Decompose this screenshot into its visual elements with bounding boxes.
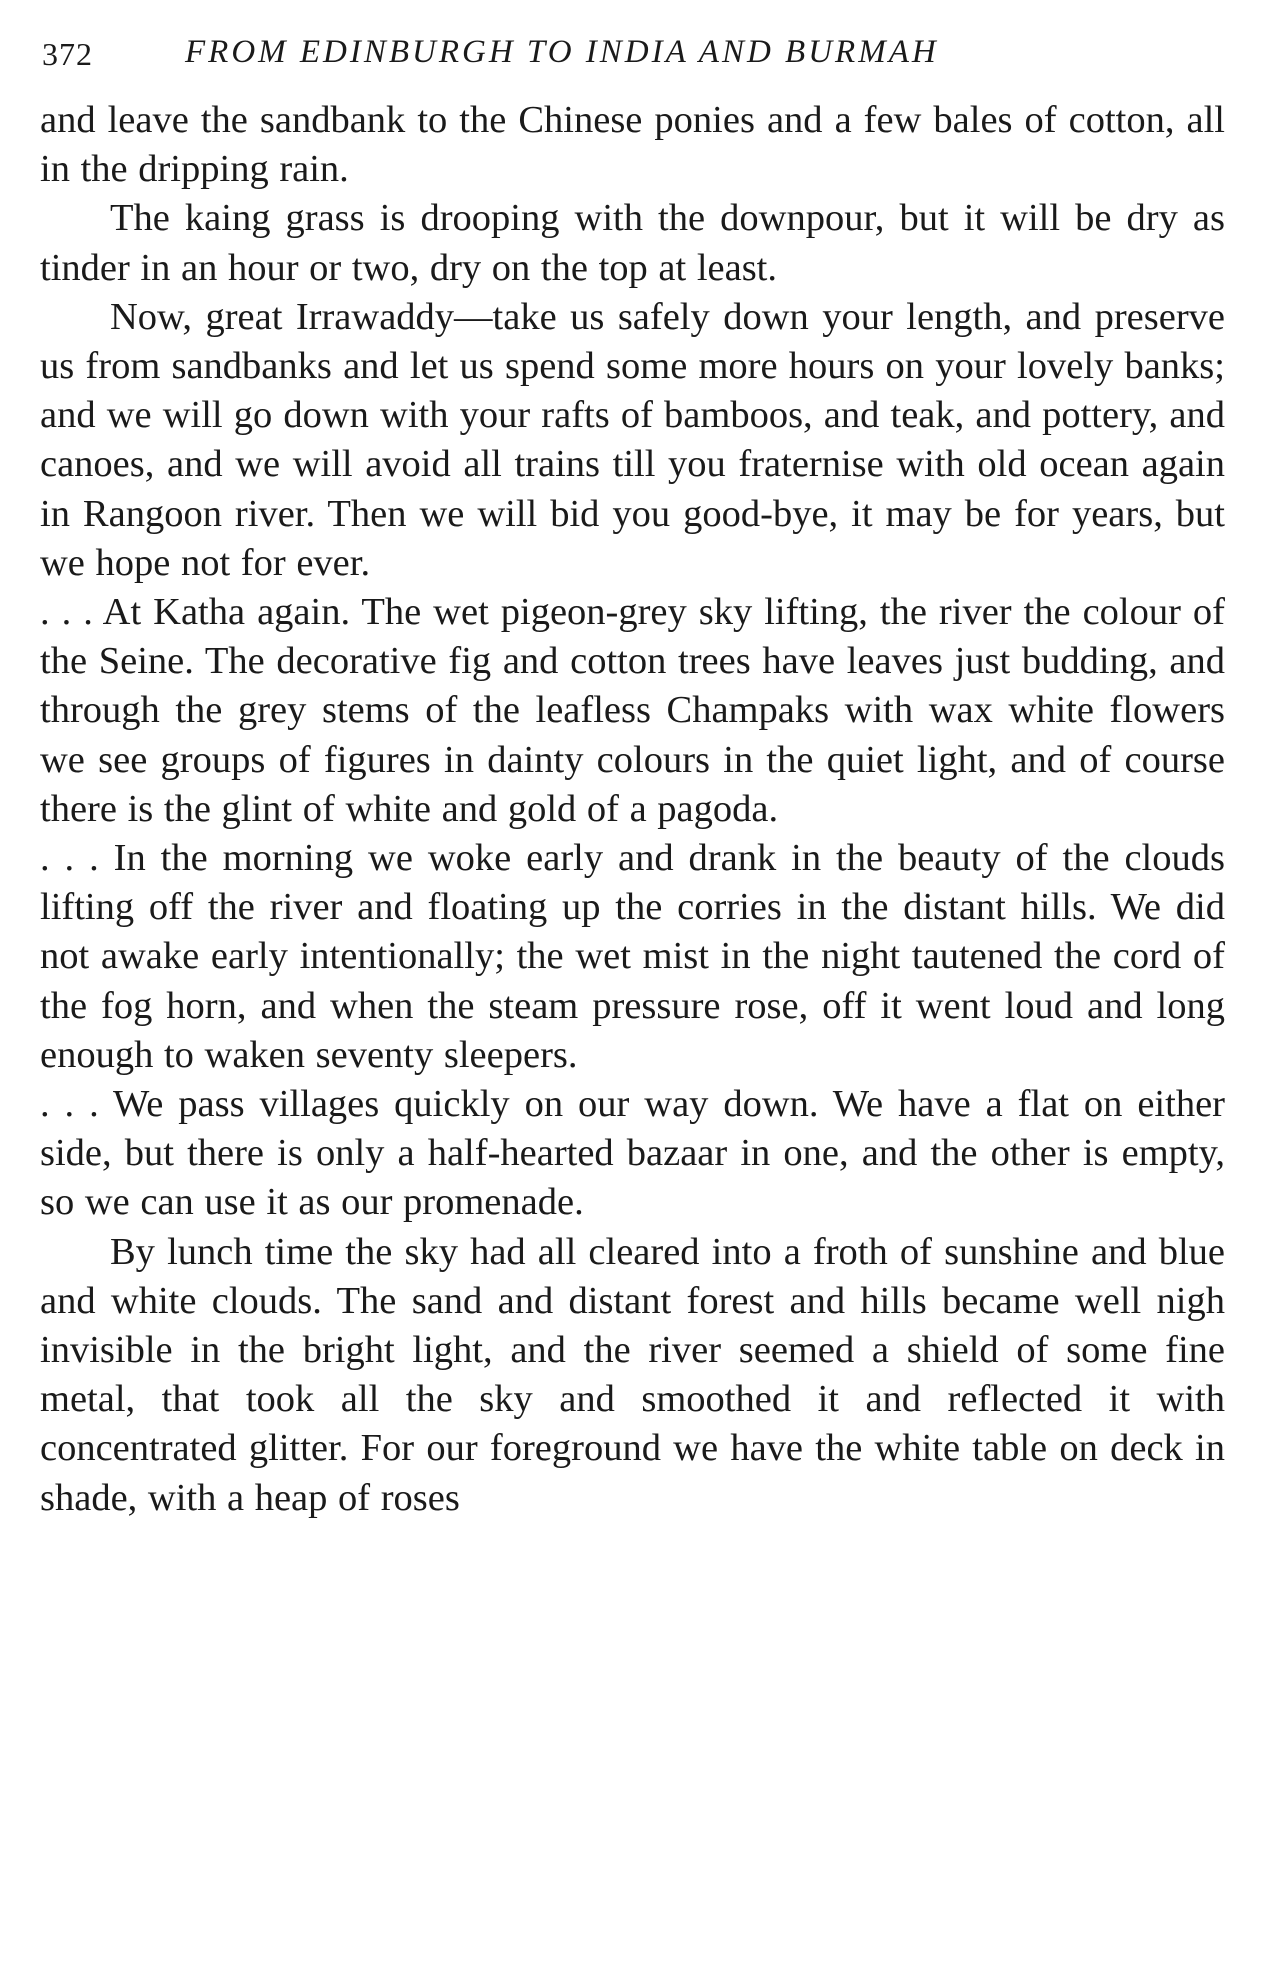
paragraph-katha: . . . At Katha again. The wet pigeon-grey sky lifting, the river the colour of the Seine. The decorative fig and cotton trees have leaves just budding, and through the grey stems of the leafless Champaks with wax white flowers we see groups of figures in dainty colours in the quiet light, and of course there is the glint of white and gold of a pagoda.: [40, 591, 1225, 830]
paragraph-morning: . . . In the morning we woke early and drank in the beauty of the clouds lifting off the river and floating up the corries in the distant hills. We did not awake early intentionally; the wet mist in the night tautened the cord of the fog horn, and when the steam pressure rose, off it went loud and long enough to waken seventy sleepers.: [40, 837, 1225, 1076]
paragraph-continuation: and leave the sandbank to the Chinese ponies and a few bales of cotton, all in the dripping rain.: [40, 99, 1225, 191]
paragraph-lunch-time: By lunch time the sky had all cleared into a froth of sunshine and blue and white clouds. The sand and distant forest and hills became well nigh invisible in the bright light, and the river seemed a shield of some fine metal, that took all the sky and smoothed it and reflected it with concentrated glitter. For our foreground we have the white table on deck in shade, with a heap of roses: [40, 1230, 1225, 1519]
page-number: 372: [42, 36, 93, 72]
paragraph-villages: . . . We pass villages quickly on our way down. We have a flat on either side, but there is only a half-hearted bazaar in one, and the other is empty, so we can use it as our promenade.: [40, 1083, 1225, 1224]
page-header: [40, 30, 1225, 86]
page-body: [40, 96, 1225, 1523]
running-title: FROM EDINBURGH TO INDIA AND BURMAH: [185, 34, 939, 70]
book-page: [40, 30, 1225, 1523]
paragraph-kaing-grass: The kaing grass is drooping with the downpour, but it will be dry as tinder in an hour or two, dry on the top at least.: [40, 197, 1225, 289]
paragraph-irrawaddy: Now, great Irrawaddy—take us safely down your length, and preserve us from sandbanks and let us spend some more hours on your lovely banks; and we will go down with your rafts of bamboos, and teak, and pottery, and canoes, and we will avoid all trains till you fraternise with old ocean again in Rangoon river. Then we will bid you good-bye, it may be for years, but we hope not for ever.: [40, 295, 1225, 584]
